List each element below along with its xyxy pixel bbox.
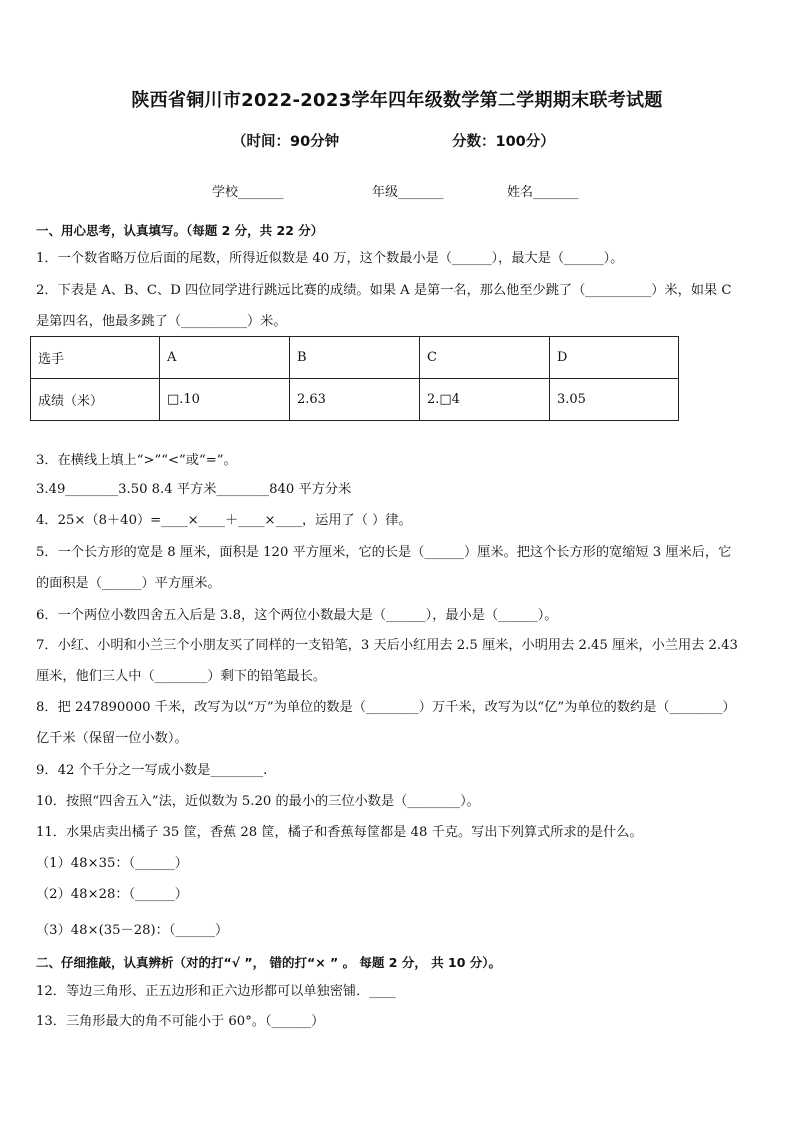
question-3-items: 3.49________3.50 8.4 平方米________840 平方分米 (36, 482, 352, 497)
question-5-cont: 的面积是（______）平方厘米。 (36, 576, 221, 591)
question-11-2: （2）48×28：（______） (36, 887, 188, 902)
grade-field: 年级_______ (372, 185, 444, 200)
question-11: 11．水果店卖出橘子 35 筐，香蕉 28 筐，橘子和香蕉每筐都是 48 千克。写出下列算式所求的是什么。 (36, 825, 643, 840)
table-header-row (31, 337, 679, 379)
question-8-cont: 亿千米（保留一位小数）。 (36, 731, 188, 746)
school-field: 学校_______ (212, 185, 284, 200)
question-11-3: （3）48×(35－28)：（______） (36, 923, 229, 938)
table-cell: 成绩（米） (31, 379, 160, 421)
question-1: 1．一个数省略万位后面的尾数，所得近似数是 40 万，这个数最小是（______），最大是（______）。 (36, 251, 624, 266)
section-heading-1: 一、用心思考，认真填写。（每题 2 分，共 22 分） (36, 223, 324, 238)
table-cell: D (550, 337, 679, 379)
page-title: 陕西省铜川市2022-2023学年四年级数学第二学期期末联考试题 (131, 90, 663, 111)
table-cell: A (160, 337, 290, 379)
question-4: 4．25×（8＋40）=____×____＋____×____，运用了（ ）律。 (36, 513, 412, 528)
table-cell: 3.05 (550, 379, 679, 421)
question-12: 12．等边三角形、正五边形和正六边形都可以单独密铺．____ (36, 984, 396, 999)
table-cell: 2.63 (290, 379, 420, 421)
table-cell: C (420, 337, 550, 379)
question-13: 13．三角形最大的角不可能小于 60°。（______） (36, 1014, 325, 1029)
question-8: 8．把 247890000 千米，改写为以“万”为单位的数是（________）万千米，改写为以“亿”为单位的数约是（________） (36, 700, 736, 715)
exam-time: （时间：90分钟 (232, 134, 340, 150)
question-6: 6．一个两位小数四舍五入后是 3.8，这个两位小数最大是（______），最小是（______）。 (36, 608, 558, 623)
section-heading-2: 二、仔细推敲，认真辨析（对的打“√ ”， 错的打“× ” 。 每题 2 分， 共 10 分）。 (36, 955, 502, 970)
question-9: 9．42 个千分之一写成小数是________. (36, 763, 268, 778)
table-cell: 2.□4 (420, 379, 550, 421)
question-5: 5．一个长方形的宽是 8 厘米，面积是 120 平方厘米，它的长是（______）厘米。把这个长方形的宽缩短 3 厘米后，它 (36, 545, 732, 560)
table-row (31, 379, 679, 421)
question-10: 10．按照“四舍五入”法，近似数为 5.20 的最小的三位小数是（________）。 (36, 794, 480, 809)
question-2: 2．下表是 A、B、C、D 四位同学进行跳远比赛的成绩。如果 A 是第一名，那么他至少跳了（__________）米，如果 C (36, 283, 732, 298)
table-cell: □.10 (160, 379, 290, 421)
name-field: 姓名_______ (507, 185, 579, 200)
question-3: 3．在横线上填上“>”“<”或“=”。 (36, 453, 237, 468)
question-2-cont: 是第四名，他最多跳了（__________）米。 (36, 314, 287, 329)
question-7: 7．小红、小明和小兰三个小朋友买了同样的一支铅笔，3 天后小红用去 2.5 厘米，小明用去 2.45 厘米，小兰用去 2.43 (36, 638, 738, 653)
question-7-cont: 厘米，他们三人中（________）剩下的铅笔最长。 (36, 669, 327, 684)
question-11-1: （1）48×35：（______） (36, 856, 188, 871)
table-cell: B (290, 337, 420, 379)
score-table (30, 336, 679, 421)
table-cell: 选手 (31, 337, 160, 379)
exam-score: 分数：100分） (452, 134, 555, 150)
